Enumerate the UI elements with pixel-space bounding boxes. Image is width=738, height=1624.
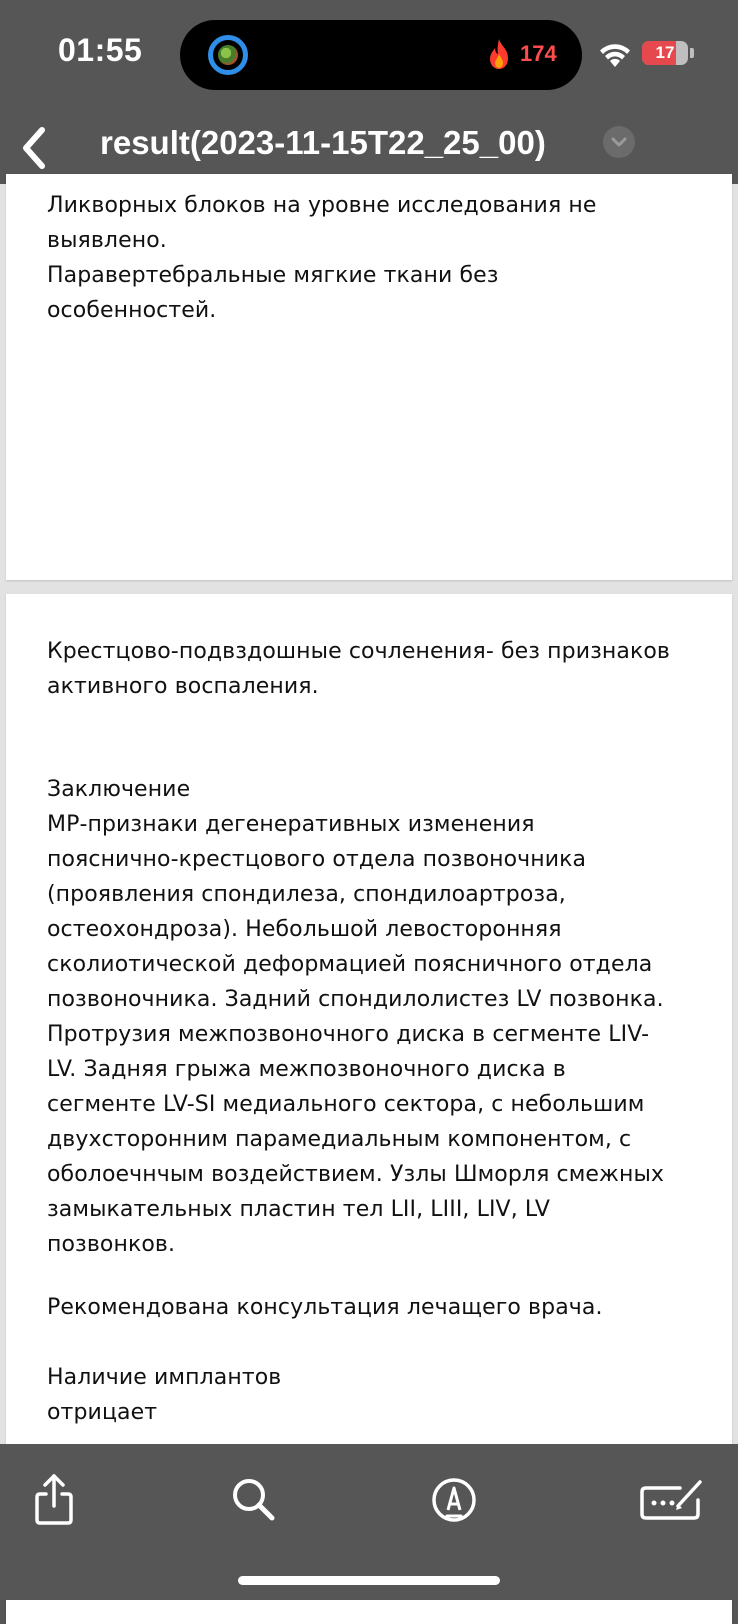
title-menu-button[interactable] <box>603 126 635 158</box>
share-icon <box>24 1470 84 1530</box>
bottom-toolbar <box>0 1444 738 1600</box>
activity-count: 174 <box>520 41 557 66</box>
back-button[interactable] <box>12 118 62 178</box>
markup-icon <box>424 1470 484 1530</box>
search-button[interactable] <box>224 1470 284 1530</box>
status-time: 01:55 <box>58 32 143 68</box>
form-fill-icon <box>636 1470 706 1530</box>
chevron-left-icon <box>12 118 62 178</box>
fill-and-sign-button[interactable] <box>636 1470 696 1530</box>
document-title[interactable]: result(2023-11-15T22_25_00) <box>100 124 546 161</box>
home-indicator[interactable] <box>238 1576 500 1585</box>
paragraph-sacroiliac: Крестцово-подвздошные сочленения- без признаков активного воспаления. <box>47 639 670 699</box>
search-icon <box>224 1470 284 1530</box>
markup-button[interactable] <box>424 1470 484 1530</box>
activity-ring-icon <box>208 35 248 75</box>
flame-icon <box>486 38 512 70</box>
paragraph-paravertebral: Паравертебральные мягкие ткани без особенностей. <box>47 263 499 323</box>
document-page <box>6 174 732 580</box>
document-viewer[interactable] <box>0 184 738 1444</box>
battery-level: 17 <box>655 43 675 62</box>
wifi-icon <box>598 40 632 68</box>
nav-bar <box>0 110 738 184</box>
paragraph-liquor-blocks: Ликворных блоков на уровне исследования не выявлено. <box>47 193 597 253</box>
dynamic-island[interactable] <box>180 20 582 90</box>
status-bar <box>0 0 738 110</box>
paragraph-conclusion: Заключение МР-признаки дегенеративных изменения пояснично-крестцового отдела позвоночника (проявления спондилеза, спондилоартроза, остеохондроза). Небольшой левосторонняя сколиотической деформацией поясничного отдела позвоночника. Задний спондилолистез LV позвонка. Протрузия межпозвоночного диска в сегменте LIV- LV. Задняя грыжа межпозвоночного диска в сегменте LV-SI медиального сектора, с небольшим двухсторонним парамедиальным компонентом, с оболоечнчым воздействием. Узлы Шморля смежных замыкательных пластин тел LII, LIII, LIV, LV позвонков. <box>47 777 665 1257</box>
battery-nub <box>690 48 694 58</box>
paragraph-recommendation: Рекомендована консультация лечащего врача. <box>47 1295 603 1320</box>
share-button[interactable] <box>24 1470 84 1530</box>
battery-charging-icon <box>642 41 688 65</box>
chevron-down-icon <box>603 126 635 158</box>
paragraph-implants: Наличие имплантов отрицает <box>47 1365 282 1425</box>
